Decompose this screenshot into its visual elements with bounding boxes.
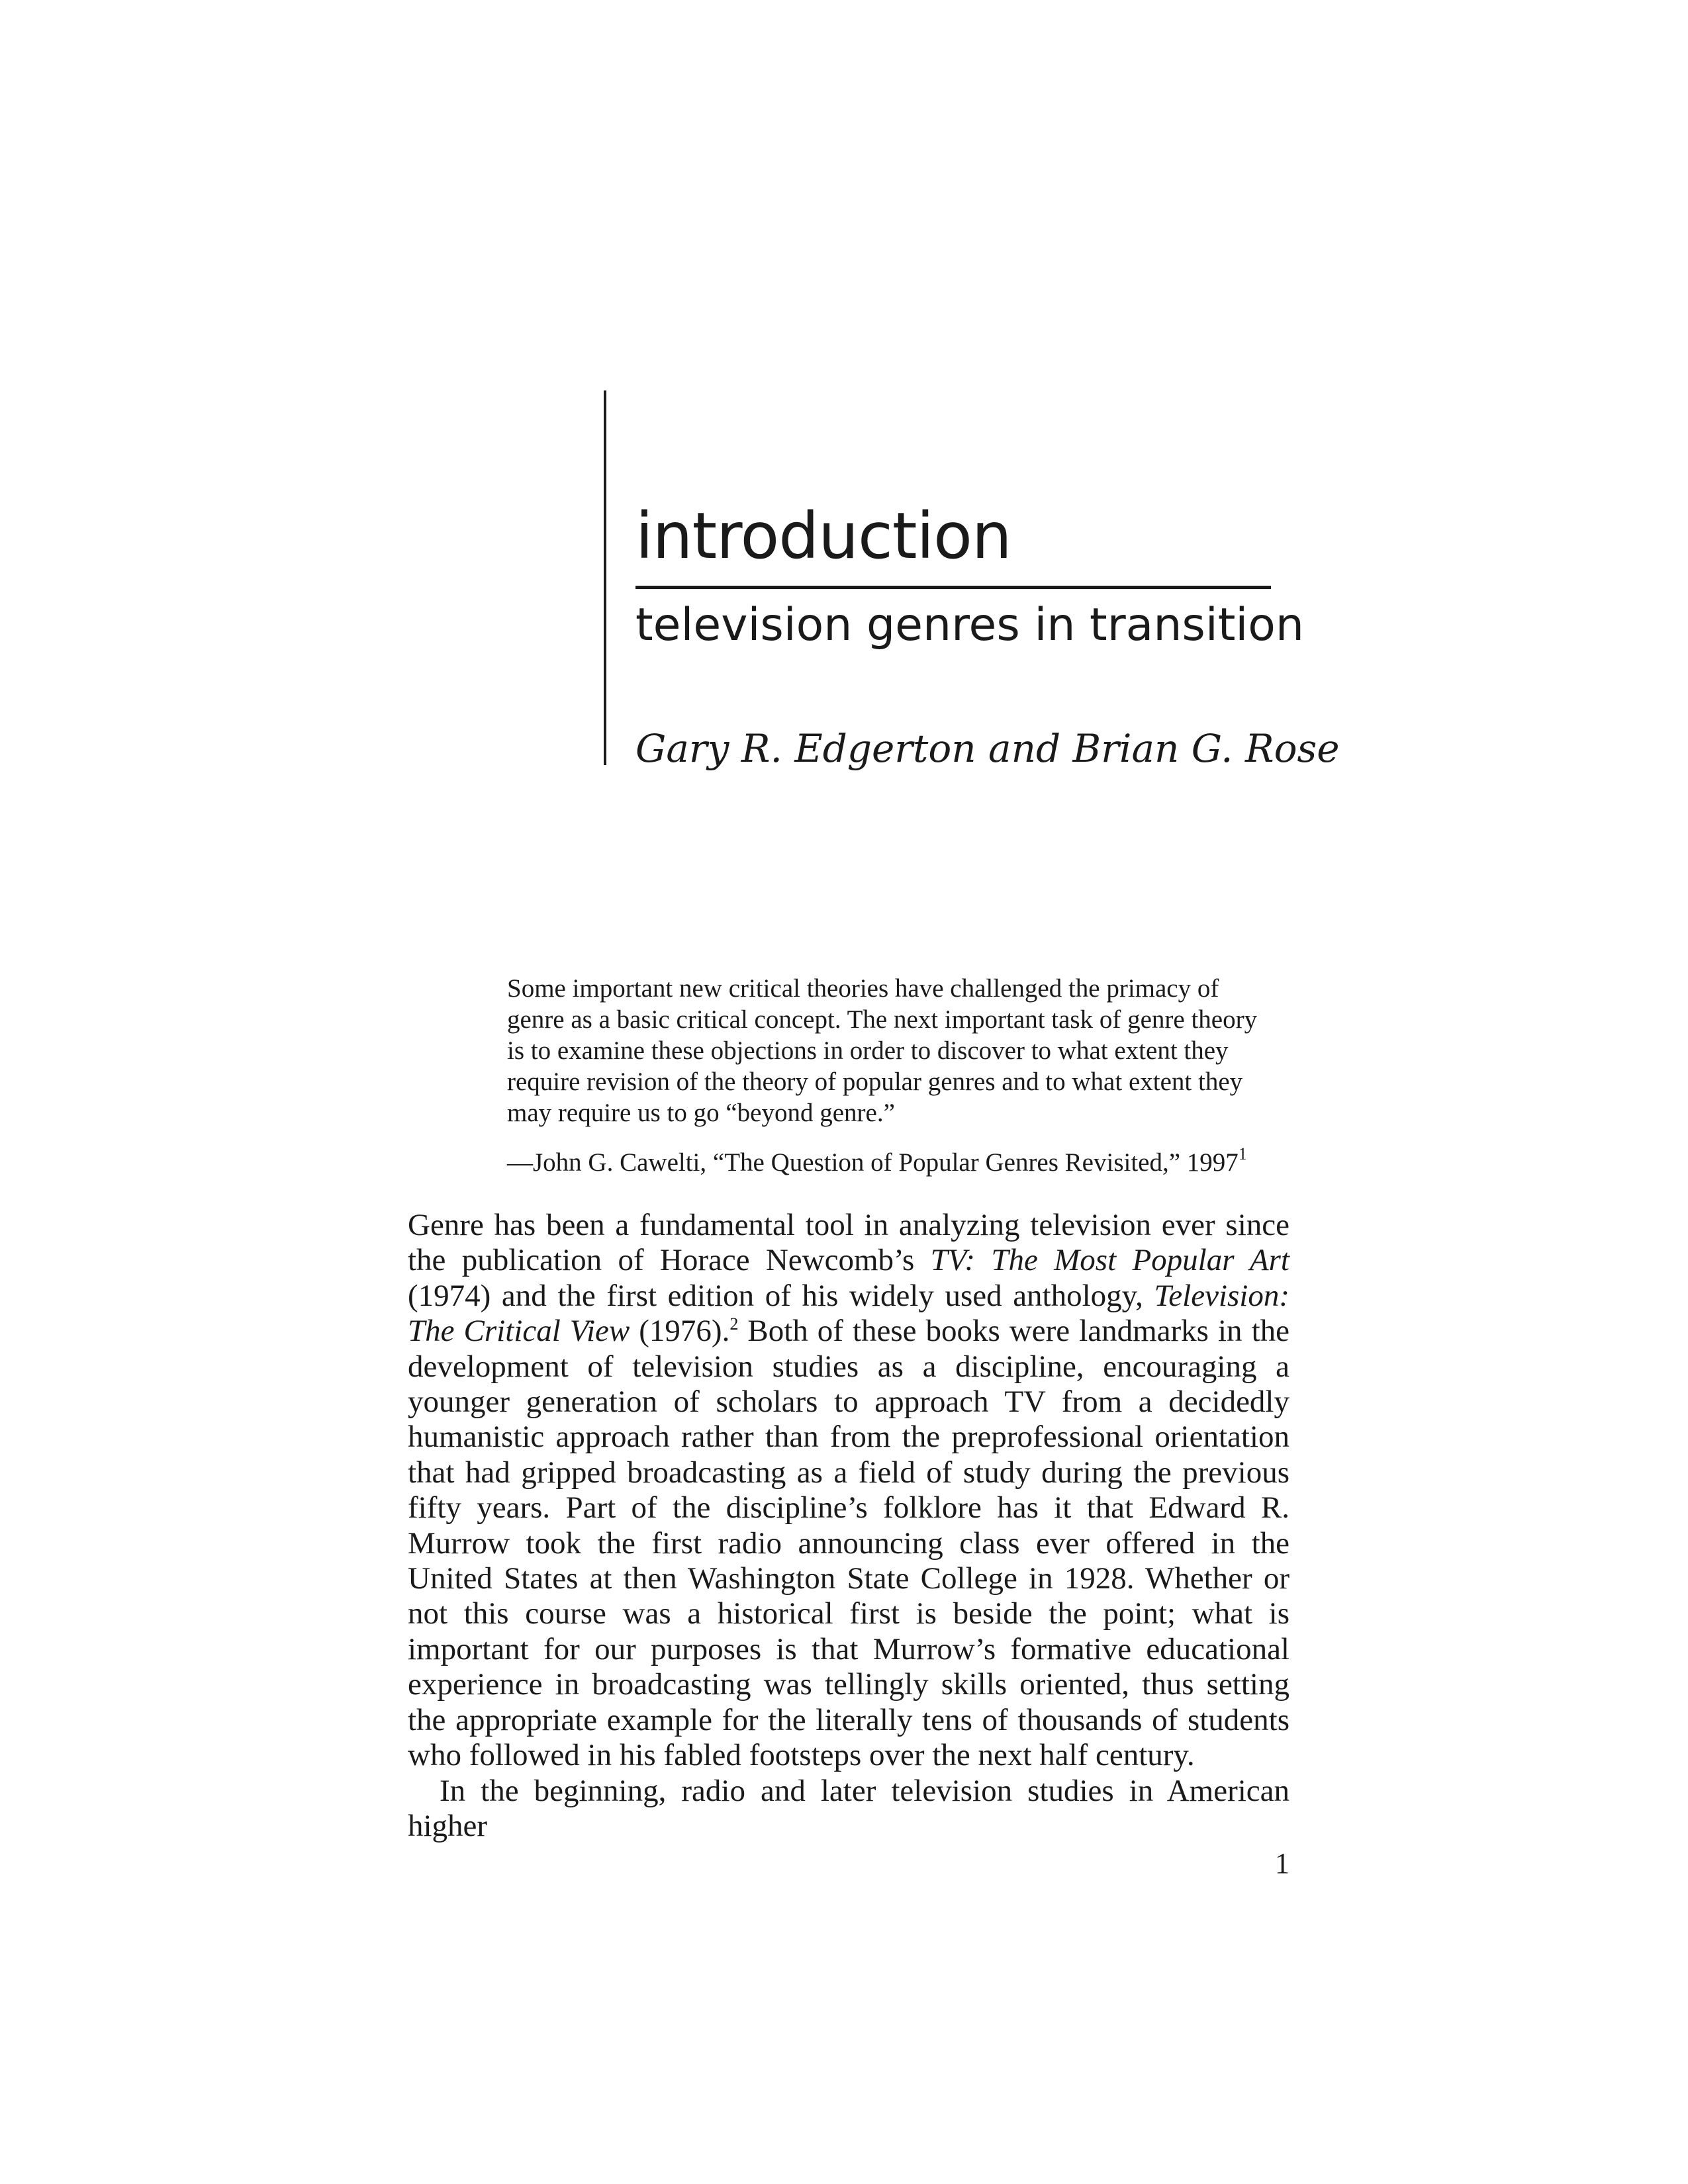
- book-title-television-critical-view: Television: The Critical View: [408, 1278, 1289, 1349]
- title-horizontal-rule: [635, 586, 1271, 589]
- footnote-marker-2: 2: [729, 1314, 739, 1334]
- chapter-authors: Gary R. Edgerton and Brian G. Rose: [635, 726, 1340, 771]
- paragraph-1: [408, 1208, 1289, 1774]
- paragraph-1-text-e: (1976).: [630, 1314, 730, 1349]
- chapter-title: introduction: [635, 499, 1011, 573]
- epigraph-attribution-text: —John G. Cawelti, “The Question of Popular Genres Revisited,” 1997: [507, 1148, 1239, 1177]
- epigraph-attribution: [507, 1144, 1288, 1178]
- paragraph-1-text-c: (1974) and the first edition of his widely used anthology,: [408, 1278, 1154, 1313]
- title-vertical-rule: [604, 390, 606, 765]
- paragraph-1-text-a: Genre has been a fundamental tool in analyzing television ever since the publication of Horace Newcomb’s: [408, 1208, 1289, 1278]
- chapter-subtitle: television genres in transition: [635, 599, 1305, 651]
- page-number: 1: [1275, 1847, 1289, 1880]
- epigraph-quote: Some important new critical theories have challenged the primacy of genre as a basic critical concept. The next important task of genre theory is to examine these objections in order to discover to what extent they require revision of the theory of popular genres and to what extent they may require us to go “beyond genre.”: [507, 974, 1258, 1127]
- footnote-marker-1: 1: [1238, 1144, 1247, 1163]
- paragraph-1-text-f: Both of these books were landmarks in the development of television studies as a discipline, encouraging a younger generation of scholars to approach TV from a decidedly humanistic approach rather than from the preprofessional orientation that had gripped broadcasting as a field of study during the previous fifty years. Part of the discipline’s folklore has it that Edward R. Murrow took the first radio announcing class ever offered in the United States at then Washington State College in 1928. Whether or not this course was a historical first is beside the point; what is important for our purposes is that Murrow’s formative educational experience in broadcasting was tellingly skills oriented, thus setting the appropriate example for the literally tens of thousands of students who followed in his fabled footsteps over the next half century.: [408, 1314, 1289, 1773]
- paragraph-2: In the beginning, radio and later television studies in American higher: [408, 1773, 1289, 1843]
- body-text: [408, 1208, 1289, 1844]
- book-title-tv-most-popular-art: TV: The Most Popular Art: [930, 1243, 1289, 1278]
